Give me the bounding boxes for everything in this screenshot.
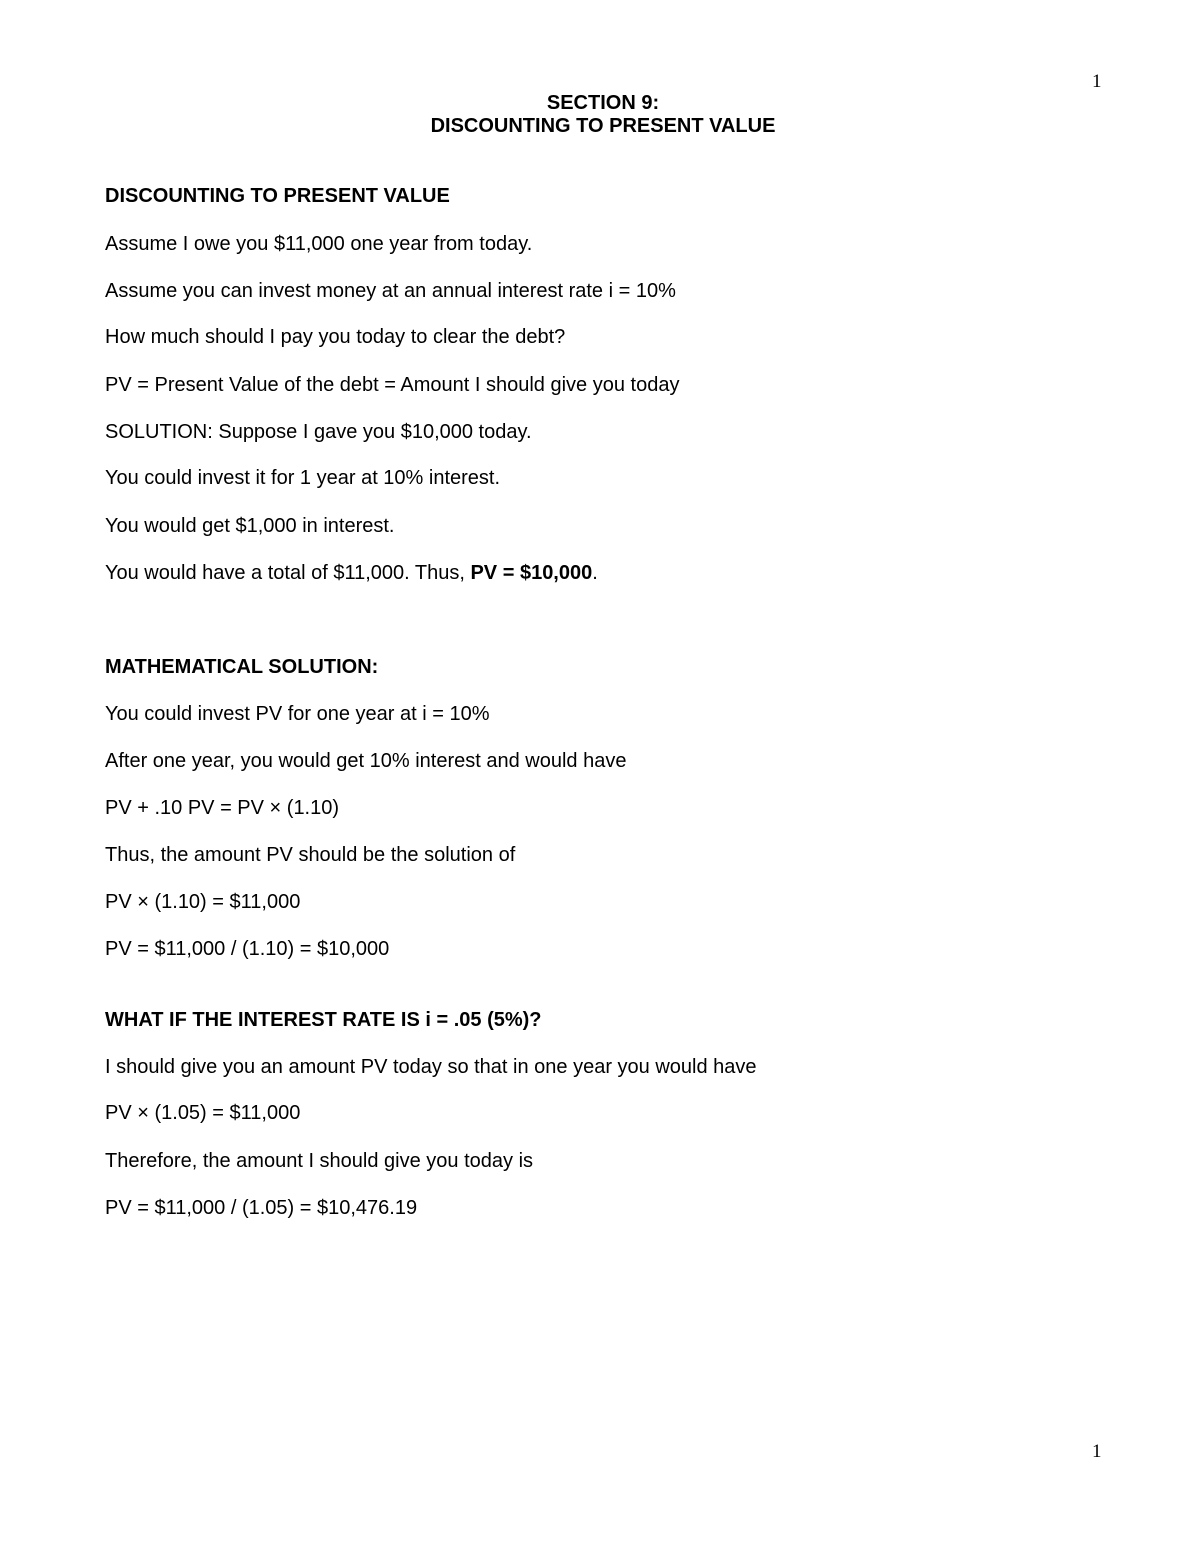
body-line: After one year, you would get 10% interest and would have <box>105 750 627 772</box>
section-title: SECTION 9: <box>546 92 660 114</box>
body-line: Therefore, the amount I should give you today is <box>105 1150 534 1172</box>
page-number-bottom: 1 <box>1092 1441 1102 1462</box>
body-line: How much should I pay you today to clear the debt? <box>105 326 566 348</box>
conclusion-suffix: . <box>592 562 598 584</box>
heading-mathematical-solution: MATHEMATICAL SOLUTION: <box>105 656 379 678</box>
conclusion-prefix: You would have a total of $11,000. Thus, <box>105 562 471 584</box>
body-line: Assume I owe you $11,000 one year from today. <box>105 233 533 255</box>
body-line: I should give you an amount PV today so that in one year you would have <box>105 1056 757 1078</box>
conclusion-line <box>105 561 598 585</box>
page-number-top: 1 <box>1092 71 1102 92</box>
body-line: You could invest it for 1 year at 10% interest. <box>105 467 501 489</box>
body-line: PV = Present Value of the debt = Amount I should give you today <box>105 374 680 396</box>
body-line: You could invest PV for one year at i = 10% <box>105 703 490 725</box>
equation-line: PV × (1.10) = $11,000 <box>105 891 301 913</box>
heading-discounting: DISCOUNTING TO PRESENT VALUE <box>105 185 450 207</box>
conclusion-result: PV = $10,000 <box>470 562 593 584</box>
body-line: Assume you can invest money at an annual interest rate i = 10% <box>105 280 676 302</box>
equation-line: PV + .10 PV = PV × (1.10) <box>105 797 340 819</box>
equation-line: PV = $11,000 / (1.05) = $10,476.19 <box>105 1197 418 1219</box>
equation-line: PV = $11,000 / (1.10) = $10,000 <box>105 938 390 960</box>
section-subtitle: DISCOUNTING TO PRESENT VALUE <box>430 115 776 137</box>
heading-interest-rate-5: WHAT IF THE INTEREST RATE IS i = .05 (5%)? <box>105 1009 542 1031</box>
equation-line: PV × (1.05) = $11,000 <box>105 1102 301 1124</box>
body-line: Thus, the amount PV should be the solution of <box>105 844 516 866</box>
body-line: You would get $1,000 in interest. <box>105 515 395 537</box>
body-line: SOLUTION: Suppose I gave you $10,000 today. <box>105 421 532 443</box>
